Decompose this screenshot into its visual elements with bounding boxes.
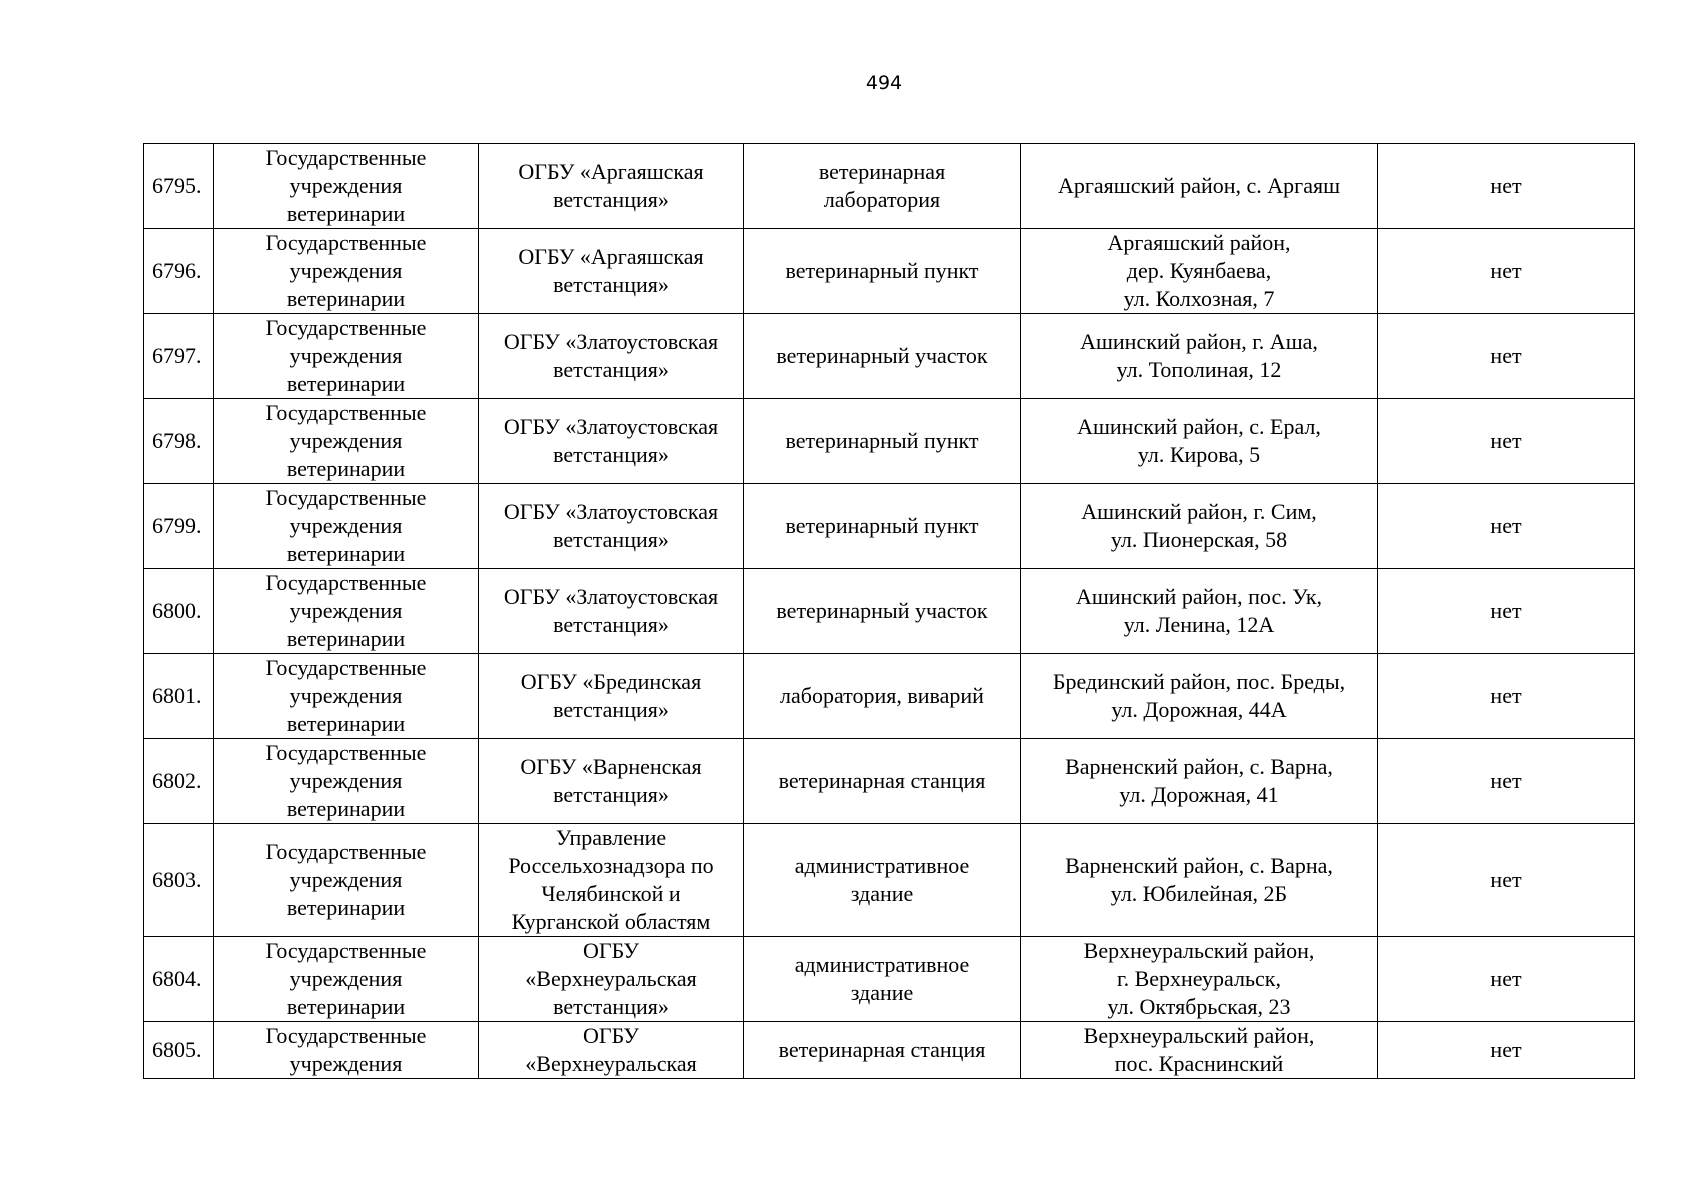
object-type-cell: ветеринарная лаборатория: [744, 144, 1021, 229]
flag-cell: нет: [1378, 144, 1635, 229]
row-number: 6804.: [144, 937, 214, 1022]
table-row: [144, 314, 1635, 399]
row-number: 6805.: [144, 1022, 214, 1079]
organization-cell: ОГБУ «Верхнеуральская ветстанция»: [479, 937, 744, 1022]
flag-cell: нет: [1378, 654, 1635, 739]
table-row: [144, 399, 1635, 484]
flag-cell: нет: [1378, 937, 1635, 1022]
row-number: 6796.: [144, 229, 214, 314]
table-row: [144, 484, 1635, 569]
address-cell: Ашинский район, пос. Ук, ул. Ленина, 12А: [1021, 569, 1378, 654]
table-row: [144, 654, 1635, 739]
object-type-cell: административное здание: [744, 824, 1021, 937]
organization-cell: ОГБУ «Варненская ветстанция»: [479, 739, 744, 824]
object-type-cell: ветеринарная станция: [744, 739, 1021, 824]
row-number: 6803.: [144, 824, 214, 937]
category-cell: Государственные учреждения ветеринарии: [214, 314, 479, 399]
address-cell: Ашинский район, с. Ерал, ул. Кирова, 5: [1021, 399, 1378, 484]
organization-cell: ОГБУ «Златоустовская ветстанция»: [479, 314, 744, 399]
object-type-cell: ветеринарная станция: [744, 1022, 1021, 1079]
object-type-cell: административное здание: [744, 937, 1021, 1022]
category-cell: Государственные учреждения ветеринарии: [214, 569, 479, 654]
object-type-cell: ветеринарный участок: [744, 569, 1021, 654]
table-row: [144, 937, 1635, 1022]
object-type-cell: ветеринарный пункт: [744, 399, 1021, 484]
organization-cell: Управление Россельхознадзора по Челябинской и Курганской областям: [479, 824, 744, 937]
row-number: 6798.: [144, 399, 214, 484]
flag-cell: нет: [1378, 484, 1635, 569]
category-cell: Государственные учреждения ветеринарии: [214, 229, 479, 314]
table-row: [144, 569, 1635, 654]
object-type-cell: ветеринарный пункт: [744, 229, 1021, 314]
row-number: 6802.: [144, 739, 214, 824]
object-type-cell: ветеринарный пункт: [744, 484, 1021, 569]
flag-cell: нет: [1378, 399, 1635, 484]
table-row: [144, 144, 1635, 229]
category-cell: Государственные учреждения ветеринарии: [214, 144, 479, 229]
address-cell: Варненский район, с. Варна, ул. Юбилейная, 2Б: [1021, 824, 1378, 937]
object-type-cell: ветеринарный участок: [744, 314, 1021, 399]
category-cell: Государственные учреждения ветеринарии: [214, 937, 479, 1022]
organization-cell: ОГБУ «Златоустовская ветстанция»: [479, 569, 744, 654]
address-cell: Ашинский район, г. Сим, ул. Пионерская, 58: [1021, 484, 1378, 569]
category-cell: Государственные учреждения ветеринарии: [214, 654, 479, 739]
address-cell: Аргаяшский район, с. Аргаяш: [1021, 144, 1378, 229]
organization-cell: ОГБУ «Верхнеуральская: [479, 1022, 744, 1079]
organization-cell: ОГБУ «Аргаяшская ветстанция»: [479, 229, 744, 314]
organization-cell: ОГБУ «Брединская ветстанция»: [479, 654, 744, 739]
page-number: 494: [865, 72, 903, 94]
category-cell: Государственные учреждения ветеринарии: [214, 824, 479, 937]
address-cell: Брединский район, пос. Бреды, ул. Дорожная, 44А: [1021, 654, 1378, 739]
flag-cell: нет: [1378, 739, 1635, 824]
row-number: 6800.: [144, 569, 214, 654]
address-cell: Аргаяшский район, дер. Куянбаева, ул. Колхозная, 7: [1021, 229, 1378, 314]
table-row: [144, 1022, 1635, 1079]
address-cell: Ашинский район, г. Аша, ул. Тополиная, 12: [1021, 314, 1378, 399]
organization-cell: ОГБУ «Златоустовская ветстанция»: [479, 484, 744, 569]
table-row: [144, 739, 1635, 824]
category-cell: Государственные учреждения ветеринарии: [214, 739, 479, 824]
flag-cell: нет: [1378, 314, 1635, 399]
table-row: [144, 229, 1635, 314]
address-cell: Верхнеуральский район, пос. Краснинский: [1021, 1022, 1378, 1079]
organization-cell: ОГБУ «Аргаяшская ветстанция»: [479, 144, 744, 229]
object-type-cell: лаборатория, виварий: [744, 654, 1021, 739]
category-cell: Государственные учреждения ветеринарии: [214, 484, 479, 569]
category-cell: Государственные учреждения ветеринарии: [214, 399, 479, 484]
flag-cell: нет: [1378, 229, 1635, 314]
table-row: [144, 824, 1635, 937]
row-number: 6797.: [144, 314, 214, 399]
address-cell: Варненский район, с. Варна, ул. Дорожная, 41: [1021, 739, 1378, 824]
organization-cell: ОГБУ «Златоустовская ветстанция»: [479, 399, 744, 484]
flag-cell: нет: [1378, 824, 1635, 937]
row-number: 6801.: [144, 654, 214, 739]
flag-cell: нет: [1378, 1022, 1635, 1079]
address-cell: Верхнеуральский район, г. Верхнеуральск, ул. Октябрьская, 23: [1021, 937, 1378, 1022]
row-number: 6795.: [144, 144, 214, 229]
flag-cell: нет: [1378, 569, 1635, 654]
registry-table: [143, 143, 1635, 1079]
category-cell: Государственные учреждения: [214, 1022, 479, 1079]
row-number: 6799.: [144, 484, 214, 569]
